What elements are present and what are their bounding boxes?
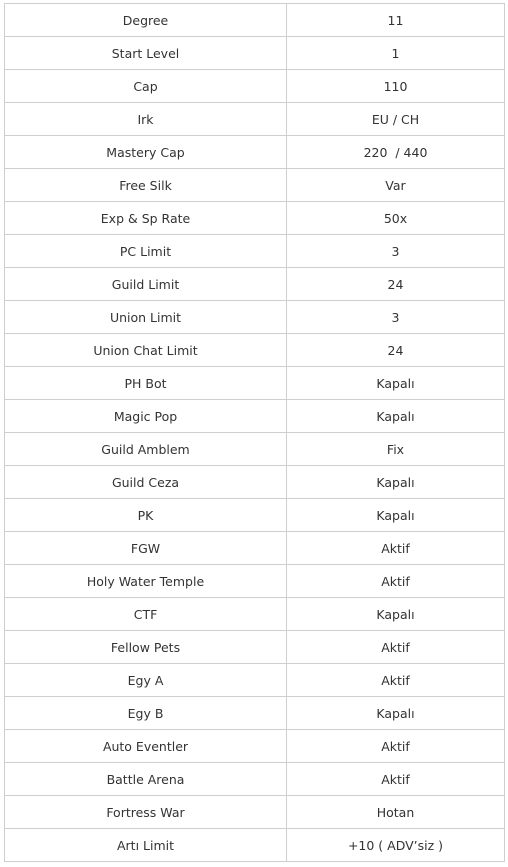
row-value: Aktif xyxy=(287,532,505,565)
row-label: PH Bot xyxy=(5,367,287,400)
row-value: Aktif xyxy=(287,631,505,664)
row-value: +10 ( ADV’siz ) xyxy=(287,829,505,862)
table-row xyxy=(5,829,505,862)
table-row xyxy=(5,136,505,169)
table-row xyxy=(5,565,505,598)
row-label: PC Limit xyxy=(5,235,287,268)
table-row xyxy=(5,235,505,268)
row-label: Start Level xyxy=(5,37,287,70)
row-value: 3 xyxy=(287,301,505,334)
row-value: 3 xyxy=(287,235,505,268)
table-row xyxy=(5,202,505,235)
row-label: CTF xyxy=(5,598,287,631)
row-label: Union Limit xyxy=(5,301,287,334)
table-row xyxy=(5,730,505,763)
row-value: Aktif xyxy=(287,664,505,697)
row-label: Irk xyxy=(5,103,287,136)
row-value: 220 / 440 xyxy=(287,136,505,169)
table-row xyxy=(5,697,505,730)
row-value: 24 xyxy=(287,334,505,367)
server-info-table-container xyxy=(4,3,504,862)
row-value: 110 xyxy=(287,70,505,103)
table-row xyxy=(5,796,505,829)
row-value: Kapalı xyxy=(287,598,505,631)
row-value: Hotan xyxy=(287,796,505,829)
row-label: Union Chat Limit xyxy=(5,334,287,367)
row-value: Aktif xyxy=(287,730,505,763)
row-value: Aktif xyxy=(287,763,505,796)
table-row xyxy=(5,433,505,466)
row-label: Guild Ceza xyxy=(5,466,287,499)
server-info-table xyxy=(4,3,505,862)
row-value: Kapalı xyxy=(287,367,505,400)
row-label: Exp & Sp Rate xyxy=(5,202,287,235)
row-value: Kapalı xyxy=(287,466,505,499)
table-row xyxy=(5,631,505,664)
row-label: Egy A xyxy=(5,664,287,697)
row-label: Artı Limit xyxy=(5,829,287,862)
table-row xyxy=(5,103,505,136)
row-value: Aktif xyxy=(287,565,505,598)
row-label: Auto Eventler xyxy=(5,730,287,763)
table-row xyxy=(5,367,505,400)
row-value: 11 xyxy=(287,4,505,37)
table-row xyxy=(5,499,505,532)
row-value: EU / CH xyxy=(287,103,505,136)
row-label: PK xyxy=(5,499,287,532)
table-row xyxy=(5,598,505,631)
table-row xyxy=(5,268,505,301)
row-label: Guild Amblem xyxy=(5,433,287,466)
table-row xyxy=(5,466,505,499)
table-row xyxy=(5,334,505,367)
row-value: 24 xyxy=(287,268,505,301)
table-row xyxy=(5,301,505,334)
row-value: Kapalı xyxy=(287,400,505,433)
table-row xyxy=(5,37,505,70)
row-label: Free Silk xyxy=(5,169,287,202)
row-label: Degree xyxy=(5,4,287,37)
row-label: Battle Arena xyxy=(5,763,287,796)
row-label: FGW xyxy=(5,532,287,565)
table-row xyxy=(5,763,505,796)
row-label: Mastery Cap xyxy=(5,136,287,169)
row-label: Cap xyxy=(5,70,287,103)
row-value: 50x xyxy=(287,202,505,235)
row-value: Var xyxy=(287,169,505,202)
row-label: Fortress War xyxy=(5,796,287,829)
table-row xyxy=(5,169,505,202)
row-value: Fix xyxy=(287,433,505,466)
row-label: Magic Pop xyxy=(5,400,287,433)
server-info-table-body xyxy=(5,4,505,862)
table-row xyxy=(5,4,505,37)
row-label: Egy B xyxy=(5,697,287,730)
table-row xyxy=(5,400,505,433)
row-label: Fellow Pets xyxy=(5,631,287,664)
table-row xyxy=(5,532,505,565)
row-value: 1 xyxy=(287,37,505,70)
row-value: Kapalı xyxy=(287,499,505,532)
row-label: Guild Limit xyxy=(5,268,287,301)
row-value: Kapalı xyxy=(287,697,505,730)
table-row xyxy=(5,70,505,103)
row-label: Holy Water Temple xyxy=(5,565,287,598)
table-row xyxy=(5,664,505,697)
